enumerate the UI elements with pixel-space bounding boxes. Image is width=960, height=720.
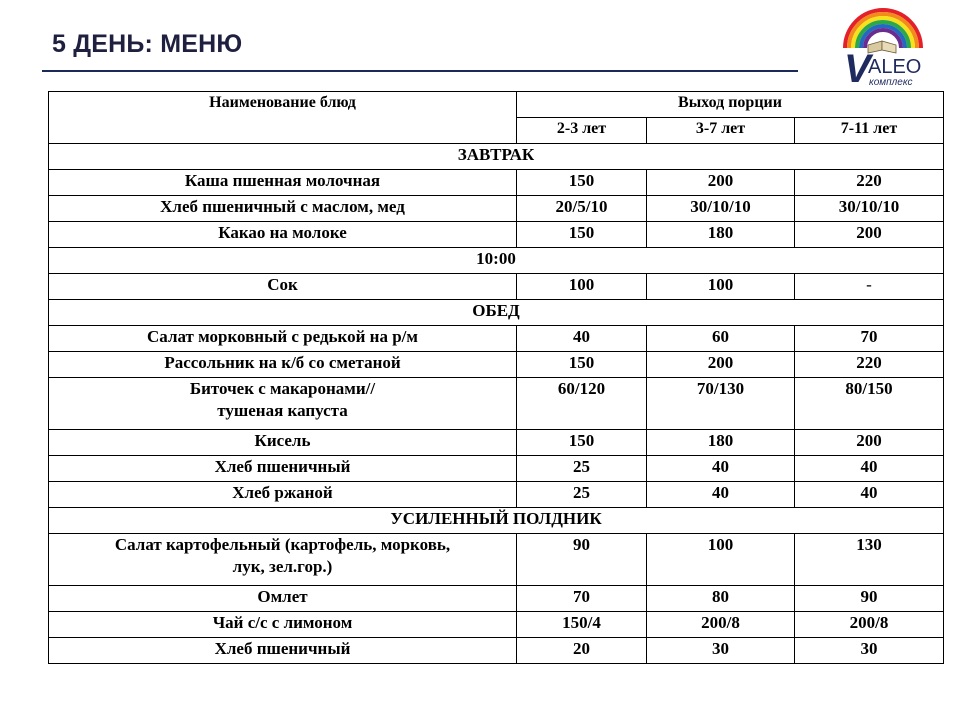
portion-value: 150/4 [517,612,647,638]
dish-row [49,274,944,300]
portion-value: 150 [517,222,647,248]
dish-row [49,196,944,222]
dish-name: Биточек с макаронами// тушеная капуста [49,378,517,430]
dish-row [49,612,944,638]
portion-value: 70 [517,586,647,612]
section-row [49,300,944,326]
portion-value: 20 [517,638,647,664]
portion-value: 200 [795,222,944,248]
dish-name: Хлеб пшеничный [49,638,517,664]
portion-value: 200/8 [647,612,795,638]
dish-name: Каша пшенная молочная [49,170,517,196]
page-title: 5 ДЕНЬ: МЕНЮ [52,30,243,58]
dish-row [49,352,944,378]
portion-value: 130 [795,534,944,586]
section-row [49,508,944,534]
menu-table [48,91,944,664]
portion-value: 30/10/10 [647,196,795,222]
section-title: ЗАВТРАК [49,144,944,170]
dish-name: Салат картофельный (картофель, морковь, лук, зел.гор.) [49,534,517,586]
portion-value: 60/120 [517,378,647,430]
column-header-portion: Выход порции [517,92,944,118]
dish-row [49,326,944,352]
age-group-header: 7-11 лет [795,118,944,144]
portion-value: 40 [517,326,647,352]
dish-name: Кисель [49,430,517,456]
portion-value: 30/10/10 [795,196,944,222]
table-header-row [49,92,944,118]
dish-row [49,586,944,612]
portion-value: 30 [647,638,795,664]
portion-value: 150 [517,170,647,196]
portion-value: 150 [517,352,647,378]
portion-value: 100 [517,274,647,300]
valeo-logo [838,2,928,92]
portion-value: 25 [517,482,647,508]
dish-name: Сок [49,274,517,300]
column-header-dish: Наименование блюд [49,92,517,144]
dish-name: Какао на молоке [49,222,517,248]
dish-row [49,534,944,586]
dish-row [49,430,944,456]
portion-value: 150 [517,430,647,456]
portion-value: 25 [517,456,647,482]
portion-value: 40 [795,456,944,482]
portion-value: 100 [647,274,795,300]
portion-value: 200 [647,170,795,196]
age-group-header: 3-7 лет [647,118,795,144]
portion-value: 80/150 [795,378,944,430]
portion-value: 220 [795,170,944,196]
dish-name: Омлет [49,586,517,612]
dish-name: Рассольник на к/б со сметаной [49,352,517,378]
section-title: ОБЕД [49,300,944,326]
portion-value: 20/5/10 [517,196,647,222]
portion-value: 90 [517,534,647,586]
portion-value: 40 [795,482,944,508]
dish-name: Чай с/с с лимоном [49,612,517,638]
portion-value: 40 [647,482,795,508]
section-row [49,248,944,274]
portion-value: 100 [647,534,795,586]
dish-name: Хлеб пшеничный [49,456,517,482]
dish-name: Хлеб ржаной [49,482,517,508]
section-row [49,144,944,170]
dish-row [49,456,944,482]
logo-wordmark: ALEO [868,56,922,78]
dish-row [49,170,944,196]
section-title: 10:00 [49,248,944,274]
portion-value: 40 [647,456,795,482]
section-title: УСИЛЕННЫЙ ПОЛДНИК [49,508,944,534]
dish-row [49,482,944,508]
age-group-header: 2-3 лет [517,118,647,144]
dish-row [49,222,944,248]
portion-value: 200 [795,430,944,456]
portion-value: 180 [647,222,795,248]
logo-letter-v: V [844,47,871,91]
portion-value: 70 [795,326,944,352]
portion-value: 180 [647,430,795,456]
portion-value: - [795,274,944,300]
title-underline [42,70,798,72]
dish-name: Салат морковный с редькой на р/м [49,326,517,352]
portion-value: 200 [647,352,795,378]
dish-row [49,378,944,430]
logo-tagline: комплекс [869,77,913,88]
portion-value: 90 [795,586,944,612]
portion-value: 70/130 [647,378,795,430]
portion-value: 220 [795,352,944,378]
portion-value: 60 [647,326,795,352]
portion-value: 80 [647,586,795,612]
dish-row [49,638,944,664]
portion-value: 200/8 [795,612,944,638]
open-book-icon [868,41,896,53]
dish-name: Хлеб пшеничный с маслом, мед [49,196,517,222]
portion-value: 30 [795,638,944,664]
